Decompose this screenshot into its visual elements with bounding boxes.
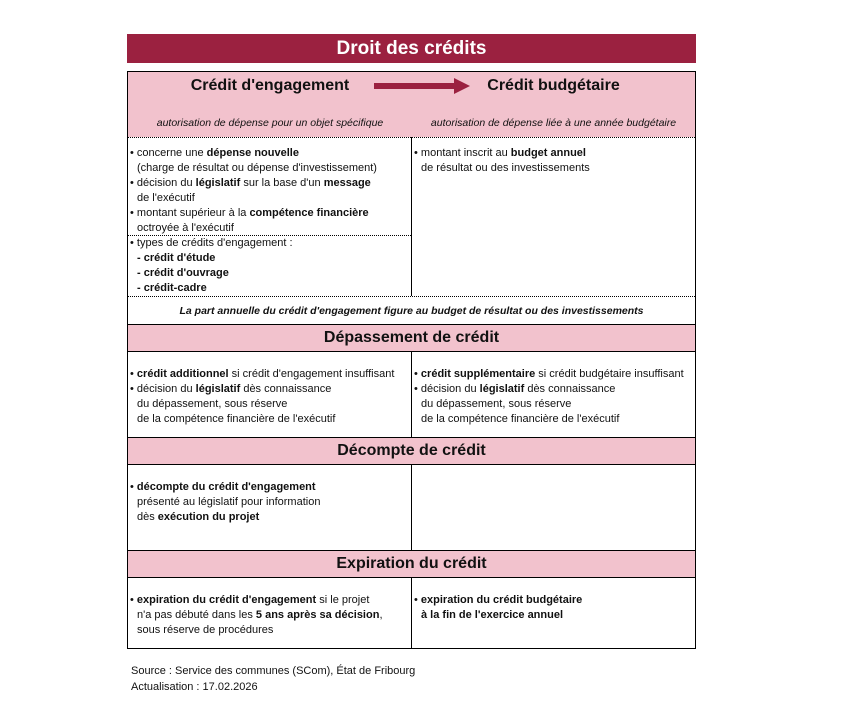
source-note — [131, 663, 415, 695]
expiration-title: Expiration du crédit — [128, 550, 695, 578]
decompte-left: • décompte du crédit d'engagement présenté au législatif pour information dès exécution du projet — [130, 481, 321, 523]
engagement-title: Crédit d'engagement — [190, 77, 350, 94]
divider — [411, 352, 412, 437]
divider — [411, 578, 412, 648]
engagement-bullets: • concerne une dépense nouvelle (charge de résultat ou dépense d'investissement) • décision du législatif sur la base d'un message de l'exécutif • montant supérieur à la compétence financière octroyée à l'exécutif — [130, 147, 377, 234]
right-arrow-icon — [374, 78, 470, 94]
budgetaire-bullets: • montant inscrit au budget annuel de résultat ou des investissements — [414, 147, 590, 174]
engagement-types: • types de crédits d'engagement : - crédit d'étude - crédit d'ouvrage - crédit-cadre — [130, 237, 293, 294]
expiration-left: • expiration du crédit d'engagement si le projet n'a pas débuté dans les 5 ans après sa décision, sous réserve de procédures — [130, 594, 383, 636]
depassement-left: • crédit additionnel si crédit d'engagement insuffisant • décision du législatif dès connaissance du dépassement, sous réserve de la compétence financière de l'exécutif — [130, 368, 395, 425]
expiration-right: • expiration du crédit budgétaire à la fin de l'exercice annuel — [414, 594, 583, 621]
source-line: Source : Service des communes (SCom), État de Fribourg — [131, 665, 416, 677]
divider — [411, 465, 412, 550]
depassement-right: • crédit supplémentaire si crédit budgétaire insuffisant • décision du législatif dès connaissance du dépassement, sous réserve de la compétence financière de l'exécutif — [414, 368, 684, 425]
budgetaire-subtitle: autorisation de dépense liée à une année budgétaire — [430, 117, 677, 129]
depassement-title: Dépassement de crédit — [128, 324, 695, 352]
divider — [411, 137, 412, 296]
annual-note: La part annuelle du crédit d'engagement figure au budget de résultat ou des investissements — [179, 304, 644, 317]
decompte-title: Décompte de crédit — [128, 437, 695, 465]
page-title: Droit des crédits — [127, 34, 696, 63]
budgetaire-title: Crédit budgétaire — [487, 77, 620, 94]
credit-table — [127, 71, 696, 649]
engagement-subtitle: autorisation de dépense pour un objet spécifique — [156, 117, 384, 129]
update-line: Actualisation : 17.02.2026 — [131, 681, 258, 693]
